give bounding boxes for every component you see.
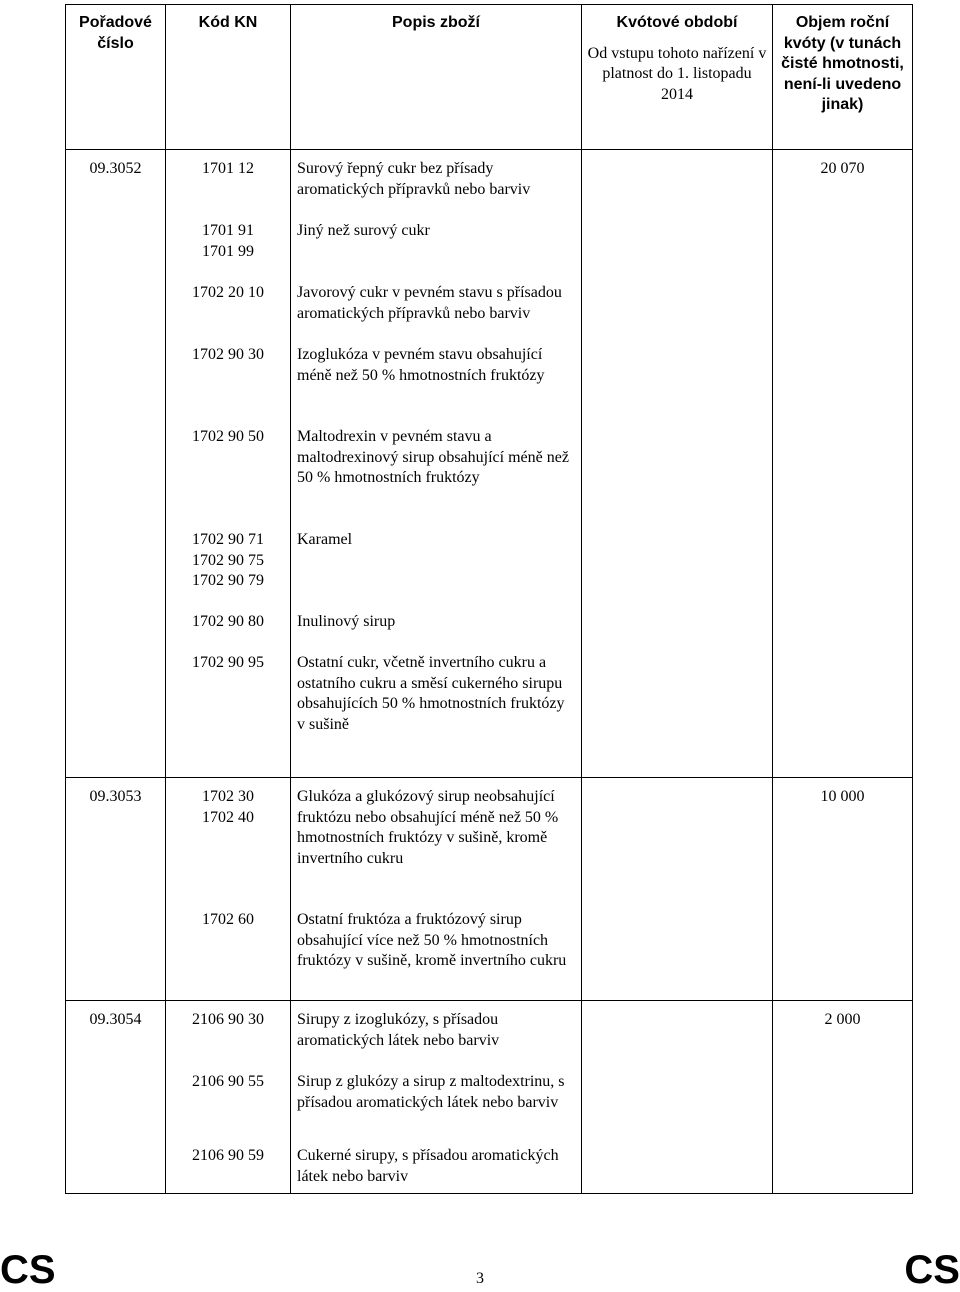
description-cell — [291, 150, 582, 778]
table-row — [66, 1001, 913, 1194]
goods-description: Glukóza a glukózový sirup neobsahující fruktózu nebo obsahující méně než 50 % hmotnostních fruktózy v sušině, kromě invertního cukru — [297, 788, 559, 867]
cn-code: 2106 90 30 — [192, 1011, 264, 1028]
cn-code: 1702 20 10 — [192, 284, 264, 301]
annual-volume-cell: 10 000 — [773, 778, 913, 1001]
table-row — [66, 150, 913, 778]
cn-code: 1702 90 95 — [192, 654, 264, 671]
cn-code-group — [172, 427, 284, 530]
annual-volume-cell: 2 000 — [773, 1001, 913, 1194]
cn-code: 1702 90 71 — [192, 531, 264, 548]
cn-code: 1702 90 80 — [192, 613, 264, 630]
cn-code-cell — [166, 150, 291, 778]
header-row — [66, 5, 913, 150]
goods-description: Jiný než surový cukr — [297, 222, 430, 239]
annual-volume-cell: 20 070 — [773, 150, 913, 778]
table-body — [66, 150, 913, 1194]
header-quota-period-title: Kvótové období — [616, 14, 738, 31]
cn-code: 1702 60 — [202, 911, 254, 928]
header-order-no: Pořadové číslo — [66, 5, 166, 150]
cn-code-group — [172, 910, 284, 992]
cn-code: 1701 99 — [202, 242, 254, 260]
goods-description: Inulinový sirup — [297, 613, 396, 630]
cn-code-cell — [166, 778, 291, 1001]
goods-description: Izoglukóza v pevném stavu obsahující méně než 50 % hmotnostních fruktózy — [297, 346, 545, 384]
table-row — [66, 778, 913, 1001]
quota-table — [65, 4, 913, 1194]
quota-period-cell — [582, 150, 773, 778]
cn-code: 2106 90 59 — [192, 1147, 264, 1164]
cn-code-group — [172, 530, 284, 612]
header-quota-period — [582, 5, 773, 150]
cn-code-group — [172, 345, 284, 427]
description-cell — [291, 1001, 582, 1194]
cn-code-group — [172, 653, 284, 735]
cn-code: 1702 90 30 — [192, 346, 264, 363]
order-number-cell: 09.3054 — [66, 1001, 166, 1194]
cn-code: 2106 90 55 — [192, 1073, 264, 1090]
cn-code: 1702 90 79 — [192, 572, 264, 589]
header-cn-code: Kód KN — [166, 5, 291, 150]
goods-description: Karamel — [297, 531, 353, 548]
goods-description: Maltodrexin v pevném stavu a maltodrexinový sirup obsahující méně než 50 % hmotnostních fruktózy — [297, 428, 569, 486]
cn-code-group — [172, 159, 284, 221]
cn-code: 1702 90 50 — [192, 428, 264, 445]
cn-code-group — [172, 283, 284, 345]
page-footer — [0, 1250, 960, 1290]
cn-code-group — [172, 612, 284, 653]
language-mark-left: CS — [0, 1248, 56, 1292]
description-cell — [291, 778, 582, 1001]
cn-code: 1701 12 — [202, 160, 254, 177]
order-number-cell: 09.3053 — [66, 778, 166, 1001]
goods-description: Javorový cukr v pevném stavu s přísadou aromatických přípravků nebo barviv — [297, 284, 562, 322]
cn-code-group — [172, 1010, 284, 1072]
header-quota-period-sub: Od vstupu tohoto nařízení v platnost do 1. listopadu 2014 — [587, 44, 767, 103]
page-number: 3 — [476, 1270, 484, 1287]
cn-code-cell — [166, 1001, 291, 1194]
cn-code-group — [172, 1146, 284, 1187]
header-description: Popis zboží — [291, 5, 582, 150]
cn-code-group — [172, 221, 284, 283]
quota-period-cell — [582, 1001, 773, 1194]
goods-description: Surový řepný cukr bez přísady aromatických přípravků nebo barviv — [297, 160, 531, 198]
header-annual-volume: Objem roční kvóty (v tunách čisté hmotnosti, není-li uvedeno jinak) — [773, 5, 913, 150]
cn-code-group — [172, 1072, 284, 1146]
quota-period-cell — [582, 778, 773, 1001]
goods-description: Ostatní fruktóza a fruktózový sirup obsahující více než 50 % hmotnostních fruktózy v sušině, kromě invertního cukru — [297, 911, 567, 969]
cn-code: 1702 40 — [202, 808, 254, 826]
goods-description: Sirupy z izoglukózy, s přísadou aromatických látek nebo barviv — [297, 1011, 500, 1049]
cn-code: 1701 91 — [202, 222, 254, 239]
order-number-cell: 09.3052 — [66, 150, 166, 778]
goods-description: Ostatní cukr, včetně invertního cukru a ostatního cukru a směsí cukerného sirupu obsahujících 50 % hmotnostních fruktózy v sušině — [297, 654, 565, 733]
goods-description: Cukerné sirupy, s přísadou aromatických látek nebo barviv — [297, 1147, 559, 1185]
goods-description: Sirup z glukózy a sirup z maltodextrinu, s přísadou aromatických látek nebo barviv — [297, 1073, 565, 1111]
cn-code: 1702 90 75 — [192, 551, 264, 569]
cn-code-group — [172, 787, 284, 910]
cn-code: 1702 30 — [202, 788, 254, 805]
language-mark-right: CS — [904, 1248, 960, 1292]
